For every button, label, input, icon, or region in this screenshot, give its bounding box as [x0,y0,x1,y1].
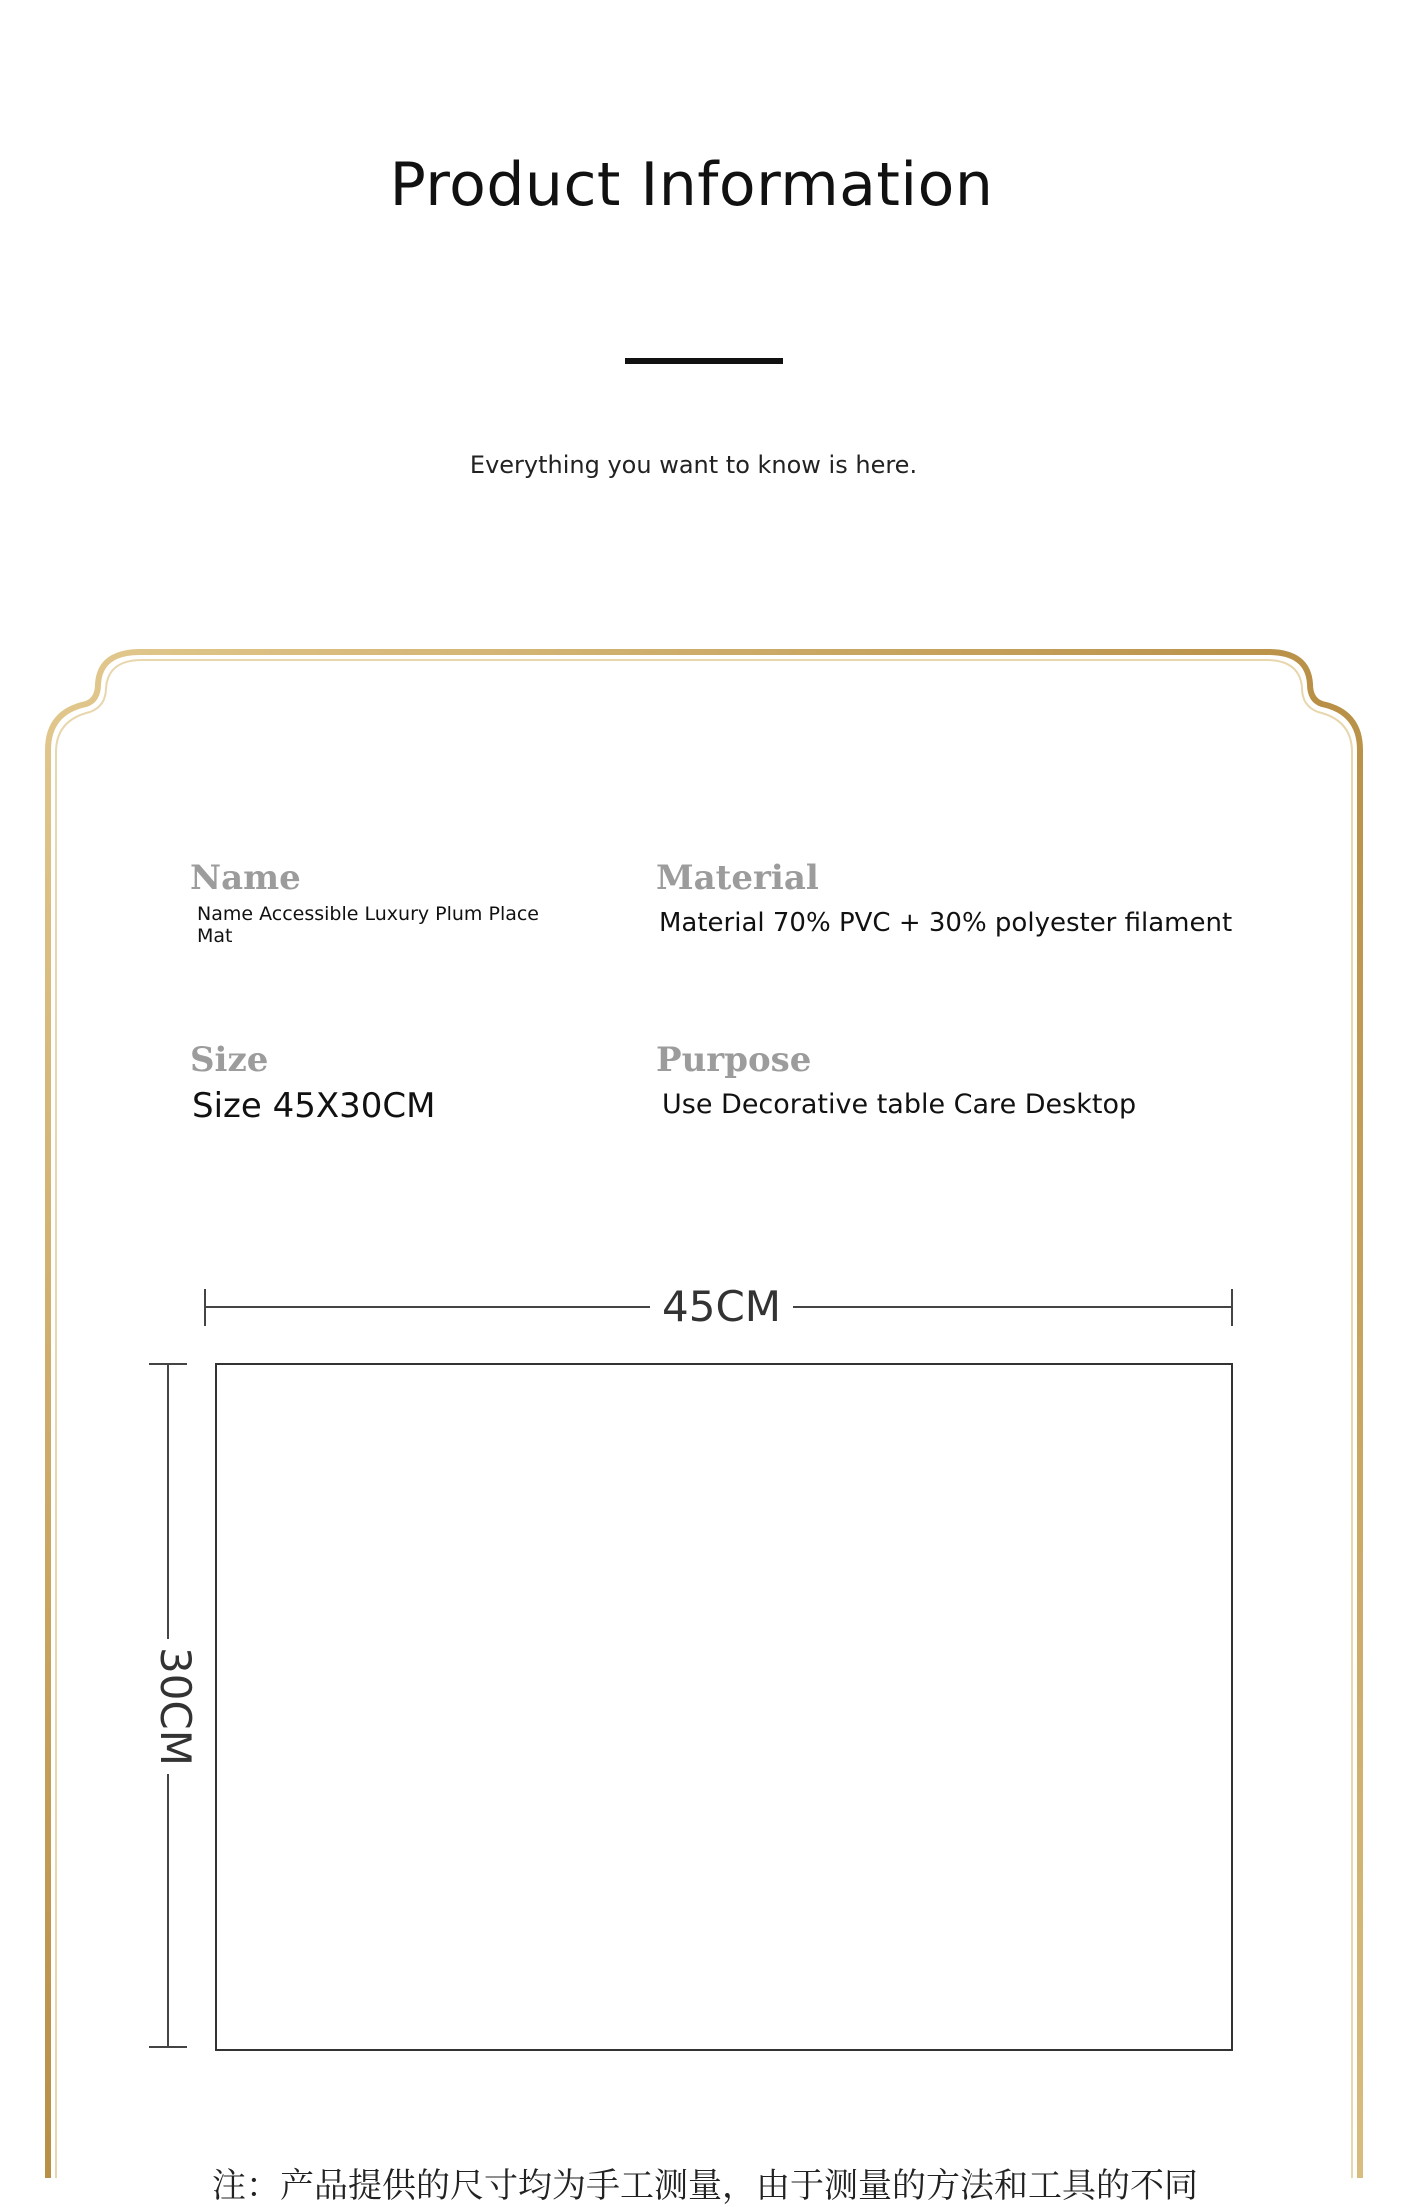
material-label: Material [656,858,819,898]
purpose-value: Use Decorative table Care Desktop [662,1089,1137,1120]
name-label: Name [190,858,301,898]
name-value: Name Accessible Luxury Plum Place Mat [197,903,539,947]
purpose-label: Purpose [656,1040,812,1080]
page-subtitle: Everything you want to know is here. [469,451,918,479]
width-label: 45CM [650,1282,793,1331]
size-value: Size 45X30CM [192,1086,436,1126]
measurement-note: 注：产品提供的尺寸均为手工测量，由于测量的方法和工具的不同 [212,2166,1198,2206]
size-label: Size [190,1040,269,1080]
material-value: Material 70% PVC + 30% polyester filament [659,908,1233,938]
page-title: Product Information [389,150,994,220]
height-label: 30CM [145,1639,206,1774]
mat-outline [216,1364,1232,2050]
